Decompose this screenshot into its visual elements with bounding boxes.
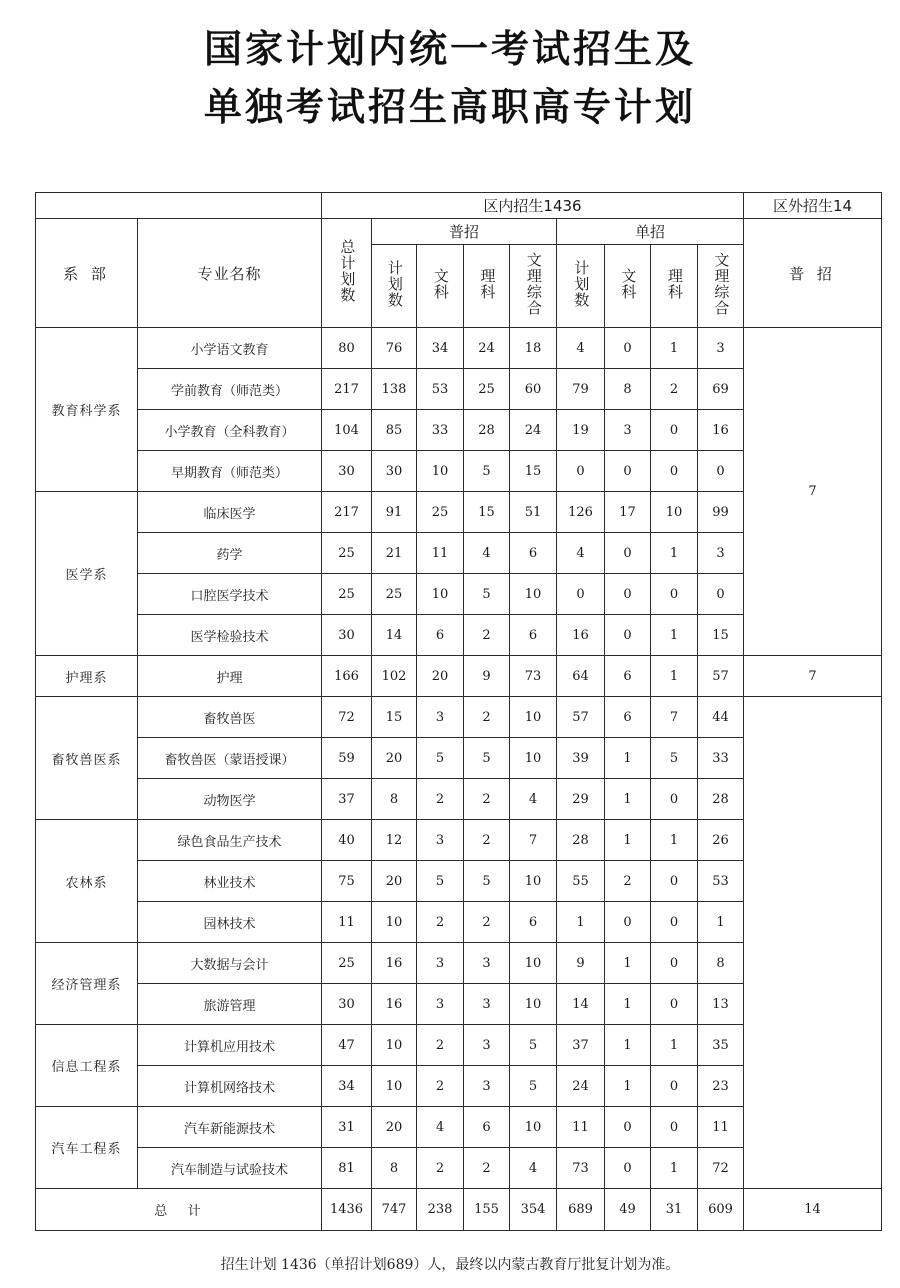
plan-value: 2 xyxy=(464,615,510,656)
plan-value: 10 xyxy=(510,861,557,902)
plan-value: 0 xyxy=(605,574,651,615)
header-outer-region: 区外招生14 xyxy=(744,193,882,219)
plan-value: 20 xyxy=(417,656,464,697)
plan-value: 69 xyxy=(698,369,744,410)
plan-value: 25 xyxy=(322,574,372,615)
plan-value: 33 xyxy=(417,410,464,451)
plan-value: 35 xyxy=(698,1025,744,1066)
plan-value: 51 xyxy=(510,492,557,533)
plan-value: 3 xyxy=(605,410,651,451)
plan-value: 59 xyxy=(322,738,372,779)
plan-value: 10 xyxy=(372,1025,417,1066)
plan-value: 3 xyxy=(464,1066,510,1107)
plan-value: 1 xyxy=(605,1066,651,1107)
plan-value: 25 xyxy=(322,533,372,574)
plan-value: 0 xyxy=(605,615,651,656)
outer-puzhao-value: 7 xyxy=(744,656,882,697)
total-label: 总 计 xyxy=(36,1189,322,1231)
plan-value: 53 xyxy=(417,369,464,410)
plan-value: 28 xyxy=(698,779,744,820)
plan-value: 16 xyxy=(372,943,417,984)
plan-value: 34 xyxy=(322,1066,372,1107)
plan-value: 9 xyxy=(464,656,510,697)
plan-value: 53 xyxy=(698,861,744,902)
plan-value: 104 xyxy=(322,410,372,451)
plan-value: 79 xyxy=(557,369,605,410)
plan-value: 1 xyxy=(605,820,651,861)
major-name: 计算机应用技术 xyxy=(138,1025,322,1066)
plan-value: 26 xyxy=(698,820,744,861)
plan-value: 0 xyxy=(651,861,698,902)
plan-value: 37 xyxy=(557,1025,605,1066)
plan-value: 16 xyxy=(557,615,605,656)
major-name: 药学 xyxy=(138,533,322,574)
plan-value: 12 xyxy=(372,820,417,861)
plan-value: 57 xyxy=(698,656,744,697)
plan-value: 1 xyxy=(651,533,698,574)
header-danzhao: 单招 xyxy=(557,219,744,245)
plan-value: 15 xyxy=(464,492,510,533)
plan-value: 1 xyxy=(651,1148,698,1189)
plan-value: 3 xyxy=(698,328,744,369)
major-name: 林业技术 xyxy=(138,861,322,902)
plan-value: 1 xyxy=(651,615,698,656)
plan-value: 14 xyxy=(372,615,417,656)
major-name: 畜牧兽医 xyxy=(138,697,322,738)
plan-value: 2 xyxy=(417,902,464,943)
plan-value: 3 xyxy=(417,697,464,738)
header-pz-wenli: 文理综合 xyxy=(510,245,557,328)
plan-value: 2 xyxy=(417,1025,464,1066)
plan-value: 138 xyxy=(372,369,417,410)
plan-value: 9 xyxy=(557,943,605,984)
plan-value: 5 xyxy=(464,574,510,615)
plan-value: 1 xyxy=(651,1025,698,1066)
plan-value: 3 xyxy=(698,533,744,574)
plan-value: 0 xyxy=(651,1066,698,1107)
plan-value: 1 xyxy=(605,984,651,1025)
plan-value: 20 xyxy=(372,738,417,779)
plan-value: 5 xyxy=(510,1066,557,1107)
major-name: 旅游管理 xyxy=(138,984,322,1025)
outer-puzhao-value xyxy=(744,697,882,1189)
plan-value: 39 xyxy=(557,738,605,779)
plan-value: 0 xyxy=(651,779,698,820)
major-name: 临床医学 xyxy=(138,492,322,533)
plan-value: 3 xyxy=(417,984,464,1025)
plan-value: 20 xyxy=(372,1107,417,1148)
plan-value: 10 xyxy=(510,697,557,738)
header-pz-plan: 计划数 xyxy=(372,245,417,328)
plan-value: 15 xyxy=(698,615,744,656)
plan-value: 64 xyxy=(557,656,605,697)
dept-name: 护理系 xyxy=(36,656,138,697)
header-inner-region: 区内招生1436 xyxy=(322,193,744,219)
plan-value: 47 xyxy=(322,1025,372,1066)
major-name: 大数据与会计 xyxy=(138,943,322,984)
plan-value: 10 xyxy=(510,1107,557,1148)
dept-name: 信息工程系 xyxy=(36,1025,138,1107)
plan-value: 2 xyxy=(417,1066,464,1107)
plan-value: 85 xyxy=(372,410,417,451)
plan-value: 2 xyxy=(464,902,510,943)
plan-value: 17 xyxy=(605,492,651,533)
header-pz-wenke: 文科 xyxy=(417,245,464,328)
plan-value: 16 xyxy=(372,984,417,1025)
plan-value: 37 xyxy=(322,779,372,820)
plan-value: 73 xyxy=(557,1148,605,1189)
plan-value: 2 xyxy=(605,861,651,902)
page-title-line2: 单独考试招生高职高专计划 xyxy=(203,85,696,129)
major-name: 早期教育（师范类） xyxy=(138,451,322,492)
plan-value: 10 xyxy=(372,1066,417,1107)
plan-value: 1 xyxy=(557,902,605,943)
plan-value: 6 xyxy=(417,615,464,656)
plan-value: 3 xyxy=(464,1025,510,1066)
table-row xyxy=(36,697,882,738)
plan-value: 6 xyxy=(510,902,557,943)
plan-value: 55 xyxy=(557,861,605,902)
plan-value: 4 xyxy=(557,328,605,369)
major-name: 动物医学 xyxy=(138,779,322,820)
plan-value: 5 xyxy=(651,738,698,779)
total-row xyxy=(36,1189,882,1231)
plan-value: 2 xyxy=(464,779,510,820)
plan-value: 6 xyxy=(605,656,651,697)
plan-value: 0 xyxy=(651,984,698,1025)
plan-value: 10 xyxy=(417,574,464,615)
plan-value: 5 xyxy=(464,861,510,902)
plan-value: 30 xyxy=(322,451,372,492)
page-title-line1: 国家计划内统一考试招生及 xyxy=(203,27,696,71)
header-dept: 系 部 xyxy=(36,219,138,328)
plan-value: 0 xyxy=(651,574,698,615)
plan-value: 1 xyxy=(605,943,651,984)
header-major: 专业名称 xyxy=(138,219,322,328)
plan-value: 1 xyxy=(605,1025,651,1066)
plan-value: 31 xyxy=(322,1107,372,1148)
header-dz-like: 理科 xyxy=(651,245,698,328)
total-value: 49 xyxy=(605,1189,651,1231)
plan-value: 2 xyxy=(464,697,510,738)
plan-value: 24 xyxy=(464,328,510,369)
plan-value: 2 xyxy=(651,369,698,410)
plan-value: 80 xyxy=(322,328,372,369)
header-dz-wenli: 文理综合 xyxy=(698,245,744,328)
plan-value: 6 xyxy=(510,533,557,574)
plan-value: 0 xyxy=(651,410,698,451)
header-outer-puzhao: 普 招 xyxy=(744,219,882,328)
plan-value: 10 xyxy=(510,574,557,615)
plan-value: 2 xyxy=(464,1148,510,1189)
total-value: 689 xyxy=(557,1189,605,1231)
plan-value: 4 xyxy=(510,1148,557,1189)
plan-value: 5 xyxy=(510,1025,557,1066)
dept-name: 经济管理系 xyxy=(36,943,138,1025)
plan-value: 0 xyxy=(651,902,698,943)
plan-value: 11 xyxy=(417,533,464,574)
plan-value: 99 xyxy=(698,492,744,533)
plan-value: 75 xyxy=(322,861,372,902)
plan-value: 3 xyxy=(464,943,510,984)
header-pz-like: 理科 xyxy=(464,245,510,328)
plan-value: 1 xyxy=(698,902,744,943)
plan-value: 14 xyxy=(557,984,605,1025)
plan-value: 19 xyxy=(557,410,605,451)
plan-value: 13 xyxy=(698,984,744,1025)
plan-value: 0 xyxy=(557,574,605,615)
plan-value: 2 xyxy=(417,1148,464,1189)
major-name: 口腔医学技术 xyxy=(138,574,322,615)
plan-value: 20 xyxy=(372,861,417,902)
plan-value: 0 xyxy=(605,451,651,492)
plan-value: 10 xyxy=(510,738,557,779)
plan-value: 6 xyxy=(464,1107,510,1148)
table-body xyxy=(36,328,882,1231)
plan-value: 23 xyxy=(698,1066,744,1107)
total-outer-value: 14 xyxy=(744,1189,882,1231)
plan-value: 1 xyxy=(605,779,651,820)
plan-value: 6 xyxy=(605,697,651,738)
plan-value: 40 xyxy=(322,820,372,861)
plan-value: 5 xyxy=(464,451,510,492)
plan-value: 91 xyxy=(372,492,417,533)
footnote: 招生计划 1436（单招计划689）人，最终以内蒙古教育厅批复计划为准。 xyxy=(220,1257,680,1273)
plan-value: 1 xyxy=(651,328,698,369)
plan-value: 217 xyxy=(322,492,372,533)
plan-value: 76 xyxy=(372,328,417,369)
major-name: 小学语文教育 xyxy=(138,328,322,369)
plan-value: 0 xyxy=(605,328,651,369)
plan-value: 0 xyxy=(605,1107,651,1148)
major-name: 计算机网络技术 xyxy=(138,1066,322,1107)
plan-value: 4 xyxy=(464,533,510,574)
plan-value: 81 xyxy=(322,1148,372,1189)
plan-value: 5 xyxy=(417,861,464,902)
total-value: 238 xyxy=(417,1189,464,1231)
dept-name: 汽车工程系 xyxy=(36,1107,138,1189)
plan-value: 24 xyxy=(510,410,557,451)
plan-value: 3 xyxy=(417,943,464,984)
plan-value: 29 xyxy=(557,779,605,820)
major-name: 绿色食品生产技术 xyxy=(138,820,322,861)
header-blank-cell xyxy=(36,193,322,219)
plan-value: 60 xyxy=(510,369,557,410)
plan-value: 0 xyxy=(605,533,651,574)
plan-value: 7 xyxy=(510,820,557,861)
plan-value: 2 xyxy=(417,779,464,820)
header-dz-wenke: 文科 xyxy=(605,245,651,328)
plan-value: 0 xyxy=(557,451,605,492)
plan-value: 10 xyxy=(417,451,464,492)
plan-value: 44 xyxy=(698,697,744,738)
plan-value: 126 xyxy=(557,492,605,533)
plan-value: 16 xyxy=(698,410,744,451)
major-name: 医学检验技术 xyxy=(138,615,322,656)
dept-name: 畜牧兽医系 xyxy=(36,697,138,820)
plan-value: 73 xyxy=(510,656,557,697)
total-value: 609 xyxy=(698,1189,744,1231)
plan-value: 11 xyxy=(322,902,372,943)
plan-value: 0 xyxy=(651,943,698,984)
total-value: 31 xyxy=(651,1189,698,1231)
plan-value: 7 xyxy=(651,697,698,738)
total-value: 1436 xyxy=(322,1189,372,1231)
plan-value: 1 xyxy=(651,656,698,697)
major-name: 汽车新能源技术 xyxy=(138,1107,322,1148)
major-name: 小学教育（全科教育） xyxy=(138,410,322,451)
plan-value: 1 xyxy=(605,738,651,779)
plan-value: 24 xyxy=(557,1066,605,1107)
dept-name: 农林系 xyxy=(36,820,138,943)
plan-value: 3 xyxy=(417,820,464,861)
plan-value: 102 xyxy=(372,656,417,697)
plan-value: 15 xyxy=(510,451,557,492)
plan-value: 0 xyxy=(698,574,744,615)
plan-value: 15 xyxy=(372,697,417,738)
plan-value: 30 xyxy=(372,451,417,492)
dept-name: 教育科学系 xyxy=(36,328,138,492)
major-name: 园林技术 xyxy=(138,902,322,943)
plan-value: 0 xyxy=(651,1107,698,1148)
header-dz-plan: 计划数 xyxy=(557,245,605,328)
plan-value: 28 xyxy=(464,410,510,451)
plan-value: 30 xyxy=(322,615,372,656)
plan-value: 4 xyxy=(510,779,557,820)
plan-value: 10 xyxy=(510,943,557,984)
dept-name: 医学系 xyxy=(36,492,138,656)
plan-value: 5 xyxy=(464,738,510,779)
plan-value: 21 xyxy=(372,533,417,574)
plan-value: 18 xyxy=(510,328,557,369)
plan-value: 34 xyxy=(417,328,464,369)
plan-value: 5 xyxy=(417,738,464,779)
plan-value: 6 xyxy=(510,615,557,656)
plan-value: 166 xyxy=(322,656,372,697)
plan-value: 72 xyxy=(698,1148,744,1189)
plan-value: 4 xyxy=(417,1107,464,1148)
plan-value: 25 xyxy=(464,369,510,410)
plan-value: 4 xyxy=(557,533,605,574)
header-total-plan: 总计划数 xyxy=(322,219,372,328)
plan-value: 0 xyxy=(605,902,651,943)
total-value: 354 xyxy=(510,1189,557,1231)
total-value: 747 xyxy=(372,1189,417,1231)
plan-value: 8 xyxy=(698,943,744,984)
plan-value: 217 xyxy=(322,369,372,410)
plan-value: 33 xyxy=(698,738,744,779)
plan-value: 25 xyxy=(417,492,464,533)
major-name: 汽车制造与试验技术 xyxy=(138,1148,322,1189)
plan-value: 28 xyxy=(557,820,605,861)
plan-value: 0 xyxy=(605,1148,651,1189)
plan-value: 1 xyxy=(651,820,698,861)
plan-value: 3 xyxy=(464,984,510,1025)
plan-value: 10 xyxy=(510,984,557,1025)
table-row xyxy=(36,328,882,369)
plan-value: 8 xyxy=(605,369,651,410)
plan-value: 10 xyxy=(372,902,417,943)
header-puzhao: 普招 xyxy=(372,219,557,245)
major-name: 畜牧兽医（蒙语授课） xyxy=(138,738,322,779)
total-value: 155 xyxy=(464,1189,510,1231)
plan-value: 25 xyxy=(372,574,417,615)
plan-value: 8 xyxy=(372,779,417,820)
outer-puzhao-value: 7 xyxy=(744,328,882,656)
plan-value: 25 xyxy=(322,943,372,984)
major-name: 护理 xyxy=(138,656,322,697)
plan-value: 10 xyxy=(651,492,698,533)
plan-value: 8 xyxy=(372,1148,417,1189)
plan-value: 2 xyxy=(464,820,510,861)
table-row xyxy=(36,656,882,697)
plan-value: 0 xyxy=(651,451,698,492)
plan-value: 57 xyxy=(557,697,605,738)
major-name: 学前教育（师范类） xyxy=(138,369,322,410)
enrollment-plan-table xyxy=(35,192,882,1231)
plan-value: 72 xyxy=(322,697,372,738)
plan-value: 30 xyxy=(322,984,372,1025)
plan-value: 11 xyxy=(698,1107,744,1148)
plan-value: 11 xyxy=(557,1107,605,1148)
plan-value: 0 xyxy=(698,451,744,492)
